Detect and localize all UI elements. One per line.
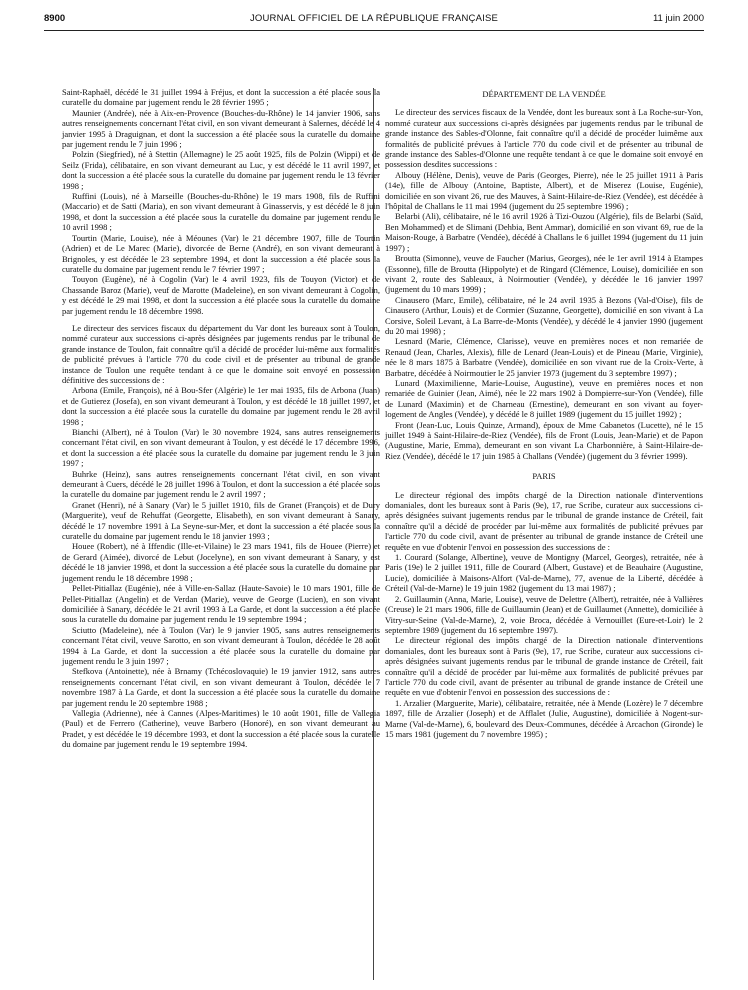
paragraph: Buhrke (Heinz), sans autres renseignements concernant l'état civil, en son vivant demeurant à Cuers, décédé le 28 juillet 1996 à Toulon, et dont la succession a été placée sous la curatelle du domaine par jugement rendu le 2 avril 1997 ; bbox=[62, 468, 380, 500]
paragraph: Le directeur des services fiscaux du département du Var dont les bureaux sont à Toulon, nommé curateur aux successions ci-après désignées par jugements rendus par le tribunal de grande instance de Toulon, fait connaître qu'il a décidé de procéder lui-même aux formalités de publicité prévues à l'article 770 du code civil et de présenter au tribunal de grande instance de Toulon une requête tendant à ce que le domaine soit envoyé en possession définitive des successions de : bbox=[62, 322, 380, 385]
paragraph: Touyon (Eugène), né à Cogolin (Var) le 4 avril 1923, fils de Touyon (Victor) et de Chassande Baroz (Marie), veuf de Marotte (Madeleine), en son vivant demeurant à Cogolin, y est décédé le 29 mai 1998, et dont la succession a été placée sous la curatelle du domaine par jugement rendu le 18 décembre 1998. bbox=[62, 274, 380, 316]
paragraph: Vallegia (Adrienne), née à Cannes (Alpes-Maritimes) le 10 août 1901, fille de Vallegia (Paul) et de Ferrero (Catherine), veuve Barbero (Honoré), en son vivant demeurant au Pradet, y est décédée le 19 décembre 1993, et dont la succession a été placée sous la curatelle du domaine par jugement rendu le 19 septembre 1994. bbox=[62, 707, 380, 750]
section-title-vendee: DÉPARTEMENT DE LA VENDÉE bbox=[482, 89, 606, 99]
paragraph: Maunier (Andrée), née à Aix-en-Provence (Bouches-du-Rhône) le 14 janvier 1906, sans autres renseignements concernant l'état civil, en son vivant demeurant à Salernes, décédé le 4 janvier 1995 à Draguignan, et dont la succession a été placée sous la curatelle du domaine par jugement rendu le 7 juin 1996 ; bbox=[62, 107, 380, 150]
paragraph: Stefkova (Antoinette), née à Brnamy (Tchécoslovaquie) le 19 janvier 1912, sans autres renseignements concernant l'état civil, en son vivant demeurant à Toulon, décédée le 7 novembre 1987 à La Garde, et dont la succession a été placée sous la curatelle du domaine par jugement rendu le 20 septembre 1988 ; bbox=[62, 666, 380, 708]
page-number: 8900 bbox=[44, 13, 66, 24]
left-column bbox=[62, 87, 380, 750]
block-gap bbox=[62, 316, 380, 323]
paragraph: Tourtin (Marie, Louise), née à Méounes (Var) le 21 décembre 1907, fille de Tourtin (Adrien) et de Le Marec (Marie), divorcée de Berne (André), en son vivant demeurant à Brignoles, y est décédée le 23 septembre 1994, et dont la succession a été placée sous la curatelle du domaine par jugement rendu le 7 février 1997 ; bbox=[62, 232, 380, 274]
section-title-paris: PARIS bbox=[532, 471, 556, 482]
paragraph: Sciutto (Madeleine), née à Toulon (Var) le 9 janvier 1905, sans autres renseignements concernant l'état civil, veuve Sarotto, en son vivant demeurant à Toulon, décédée le 28 août 1994 à La Garde, et dont la succession a été placée sous la curatelle du domaine par jugement rendu le 3 juin 1997 ; bbox=[62, 624, 380, 666]
page-header bbox=[44, 13, 704, 27]
paragraph: Lesnard (Marie, Clémence, Clarisse), veuve en premières noces et non remariée de Renaud (Jean, Charles, Alexis), fille de Lenard (Jean-Louis) et de Pineau (Marie, Virginie), née le 8 mars 1875 à Barbatre (Vendée), domiciliée en son vivant rue de la Croix-Verte, à Barbatre, décédée à Noirmoutier le 25 janvier 1973 (jugement du 3 septembre 1997) ; bbox=[385, 336, 703, 378]
right-column bbox=[385, 89, 703, 739]
paragraph: Houee (Robert), né à Iffendic (Ille-et-Vilaine) le 23 mars 1941, fils de Houee (Pierre) et de Gerard (Aimée), divorcé de Lebut (Jocelyne), en son vivant demeurant à Sanary, y est décédé le 18 janvier 1998, et dont la succession a été placée sous la curatelle du domaine par jugement rendu le 18 décembre 1998 ; bbox=[62, 541, 380, 583]
paragraph: Arbona (Emile, François), né à Bou-Sfer (Algérie) le 1er mai 1935, fils de Arbona (Juan) et de Gutierez (Josefa), en son vivant demeurant à Toulon, y est décédé le 18 juillet 1997, et dont la succession a été placée sous la curatelle du domaine par jugement rendu le 28 avril 1998 ; bbox=[62, 385, 380, 427]
paragraph: Broutta (Simonne), veuve de Faucher (Marius, Georges), née le 1er avril 1914 à Etampes (Essonne), fille de Broutta (Hippolyte) et de Ringard (Clémence, Louise), domiciliée en son vivant 2, route des Sableaux, à Noirmoutier (Vendée), y décédée le 16 janvier 1997 (jugement du 10 mars 1999) ; bbox=[385, 253, 703, 295]
paragraph: Lunard (Maximilienne, Marie-Louise, Augustine), veuve en premières noces et non remariée de Guinier (Jean, Aimé), née le 22 mars 1902 à Dompierre-sur-Yon (Vendée), fille de Lunard (Maximin) et de Charneau (Ernestine), demeurant en son vivant au foyer-logement de Angles (Vendée), y décédé le 8 juillet 1989 (jugement du 15 juillet 1992) ; bbox=[385, 377, 703, 420]
paragraph: Polzin (Siegfried), né à Stettin (Allemagne) le 25 août 1925, fils de Polzin (Wippi) et de Seilz (Frida), célibataire, en son vivant demeurant au Luc, y est décédé le 11 avril 1997, et dont la succession a été placée sous la curatelle du domaine par jugement rendu le 13 février 1998 ; bbox=[62, 149, 380, 191]
paragraph: Pellet-Pitiallaz (Eugénie), née à Ville-en-Sallaz (Haute-Savoie) le 10 mars 1901, fille de Pellet-Pitiallaz (Angelin) et de Verdan (Marie), veuve de George (Lucien), en son vivant domiciliée à Sanary, décédée le 21 avril 1993 à La Garde, et dont la succession a été placée sous la curatelle du domaine par jugement rendu le 19 septembre 1994 ; bbox=[62, 583, 380, 625]
journal-title: JOURNAL OFFICIEL DE LA RÉPUBLIQUE FRANÇAISE bbox=[249, 13, 499, 24]
paragraph: Albouy (Hélène, Denis), veuve de Paris (Georges, Pierre), née le 25 juillet 1911 à Paris (14e), fille de Albouy (Antoine, Baptiste, Albert), et de Miserez (Louise, Eugénie), domiciliée en son vivant 26, rue des Mauves, à Saint-Hilaire-de-Riez (Vendée), est décédée à l'hôpital de Challans le 11 mai 1994 (jugement du 25 septembre 1996) ; bbox=[385, 169, 703, 212]
paragraph: Saint-Raphaël, décédé le 31 juillet 1994 à Fréjus, et dont la succession a été placée sous la curatelle du domaine par jugement rendu le 28 février 1995 ; bbox=[62, 87, 380, 108]
paragraph: Front (Jean-Luc, Louis Quinze, Armand), époux de Mme Cabanetos (Lucette), né le 15 juillet 1949 à Saint-Hilaire-de-Riez (Vendée), fils de Front (Louis, Jean-Marie) et de Papon (Augustine, Marie, Emma), demeurant en son vivant La Charbonnière, à Saint-Hilaire-de-Riez (Vendée), décédé le 17 juin 1985 à Challans (Vendée) (jugement du 3 février 1999). bbox=[385, 419, 703, 461]
issue-date: 11 juin 2000 bbox=[652, 13, 704, 24]
paragraph: 1. Arzalier (Marguerite, Marie), célibataire, retraitée, née à Mende (Lozère) le 7 décembre 1897, fille de Arzalier (Joseph) et de Afflalet (Julie, Augustine), domiciliée à Nogent-sur-Marne (Val-de-Marne), 6, boulevard des Deux-Communes, décédée à Arcachon (Gironde) le 15 mars 1981 (jugement du 7 novembre 1995) ; bbox=[385, 697, 703, 739]
paragraph: Le directeur des services fiscaux de la Vendée, dont les bureaux sont à La Roche-sur-Yon, nommé curateur aux successions ci-après désignées par jugements rendus par le tribunal de grande instance des Sables-d'Olonne, fait connaître qu'il a décidé de procéder luimême aux formalités de publicité prévues à l'article 770 du code civil et de présenter au tribunal de grande instance des Sables-d'Olonne une requête tendant à ce que le domaine soit envoyé en possession desdites successions : bbox=[385, 107, 703, 170]
paragraph: Le directeur régional des impôts chargé de la Direction nationale d'interventions domaniales, dont les bureaux sont à Paris (9e), 17, rue Scribe, curateur aux successions ci-après désignées suivant jugements rendus par le tribunal de grande instance de Créteil, fait connaître qu'il a décidé de procéder par lui-même aux formalités de publicité prévues par l'article 770 du code civil, avant de présenter au tribunal de grande instance de Créteil une requête en vue d'obtenir l'envoi en possession des successions de : bbox=[385, 489, 703, 552]
paragraph: Cinausero (Marc, Emile), célibataire, né le 24 avril 1935 à Bezons (Val-d'Oise), fils de Cinausero (Arthur, Louis) et de Cormier (Suzanne, Georgette), domicilié en son vivant à La Corsive, Soleil Levant, à La Barre-de-Monts (Vendée), y décédé le 4 janvier 1990 (jugement du 20 mai 1998) ; bbox=[385, 294, 703, 336]
paragraph: Le directeur régional des impôts chargé de la Direction nationale d'interventions domaniales, dont les bureaux sont à Paris (9e), 17, rue Scribe, curateur aux successions ci-après désignées suivant jugements rendus par le tribunal de grande instance de Créteil, fait connaître qu'il a décidé de procéder par lui-même aux formalités de publicité prévues par l'article 770 du code civil, avant de présenter au tribunal de grande instance de Créteil une requête en vue d'obtenir l'envoi en possession des successions de : bbox=[385, 635, 703, 698]
header-rule bbox=[44, 30, 704, 31]
paragraph: 1. Courard (Solange, Albertine), veuve de Montigny (Marcel, Georges), retraitée, née à Paris (19e) le 2 juillet 1911, fille de Courard (Albert, Gustave) et de Beauhaire (Augustine, Lucie), domiciliée à Maisons-Alfort (Val-de-Marne), 77, avenue de la Liberté, décédée à Créteil (Val-de-Marne) le 19 juin 1982 (jugement du 13 mai 1987) ; bbox=[385, 552, 703, 594]
paragraph: Granet (Henri), né à Sanary (Var) le 5 juillet 1910, fils de Granet (François) et de Dury (Marguerite), veuf de Rehuffat (Georgette, Elisabeth), en son vivant demeurant à Sanary, décédé le 17 novembre 1991 à La Seyne-sur-Mer, et dont la succession a été placée sous la curatelle du domaine par jugement rendu le 18 janvier 1993 ; bbox=[62, 499, 380, 542]
paragraph: 2. Guillaumin (Anna, Marie, Louise), veuve de Delettre (Albert), retraitée, née à Vallières (Creuse) le 21 mars 1906, fille de Guillaumin (Jean) et de Guillaumet (Annette), domiciliée à Vitry-sur-Seine (Val-de-Marne), 2, voie Broca, décédée à Vernouillet (Eure-et-Loir) le 2 septembre 1989 (jugement du 16 septembre 1997). bbox=[385, 593, 703, 635]
paragraph: Ruffini (Louis), né à Marseille (Bouches-du-Rhône) le 19 mars 1908, fils de Ruffini (Maccario) et de Satti (Maria), en son vivant demeurant à Ginasservis, y est décédé le 8 juin 1998, et dont la succession a été placée sous la curatelle du domaine par jugement rendu le 10 avril 1998 ; bbox=[62, 191, 380, 233]
paragraph: Belarbi (Ali), célibataire, né le 16 avril 1926 à Tizi-Ouzou (Algérie), fils de Belarbi (Saïd, Ben Mohammed) et de Slimani (Dehbia, Bent Ammar), domicilié en son vivant 69, rue de la Maison-Rouge, à Barbatre (Vendée), décédé à Challans le 6 juillet 1994 (jugement du 11 juin 1997) ; bbox=[385, 211, 703, 253]
paragraph: Bianchi (Albert), né à Toulon (Var) le 30 novembre 1924, sans autres renseignements concernant l'état civil, en son vivant demeurant à Toulon, y est décédé le 17 décembre 1996, et dont la succession a été placée sous la curatelle du domaine par jugement rendu le 3 juin 1997 ; bbox=[62, 427, 380, 469]
